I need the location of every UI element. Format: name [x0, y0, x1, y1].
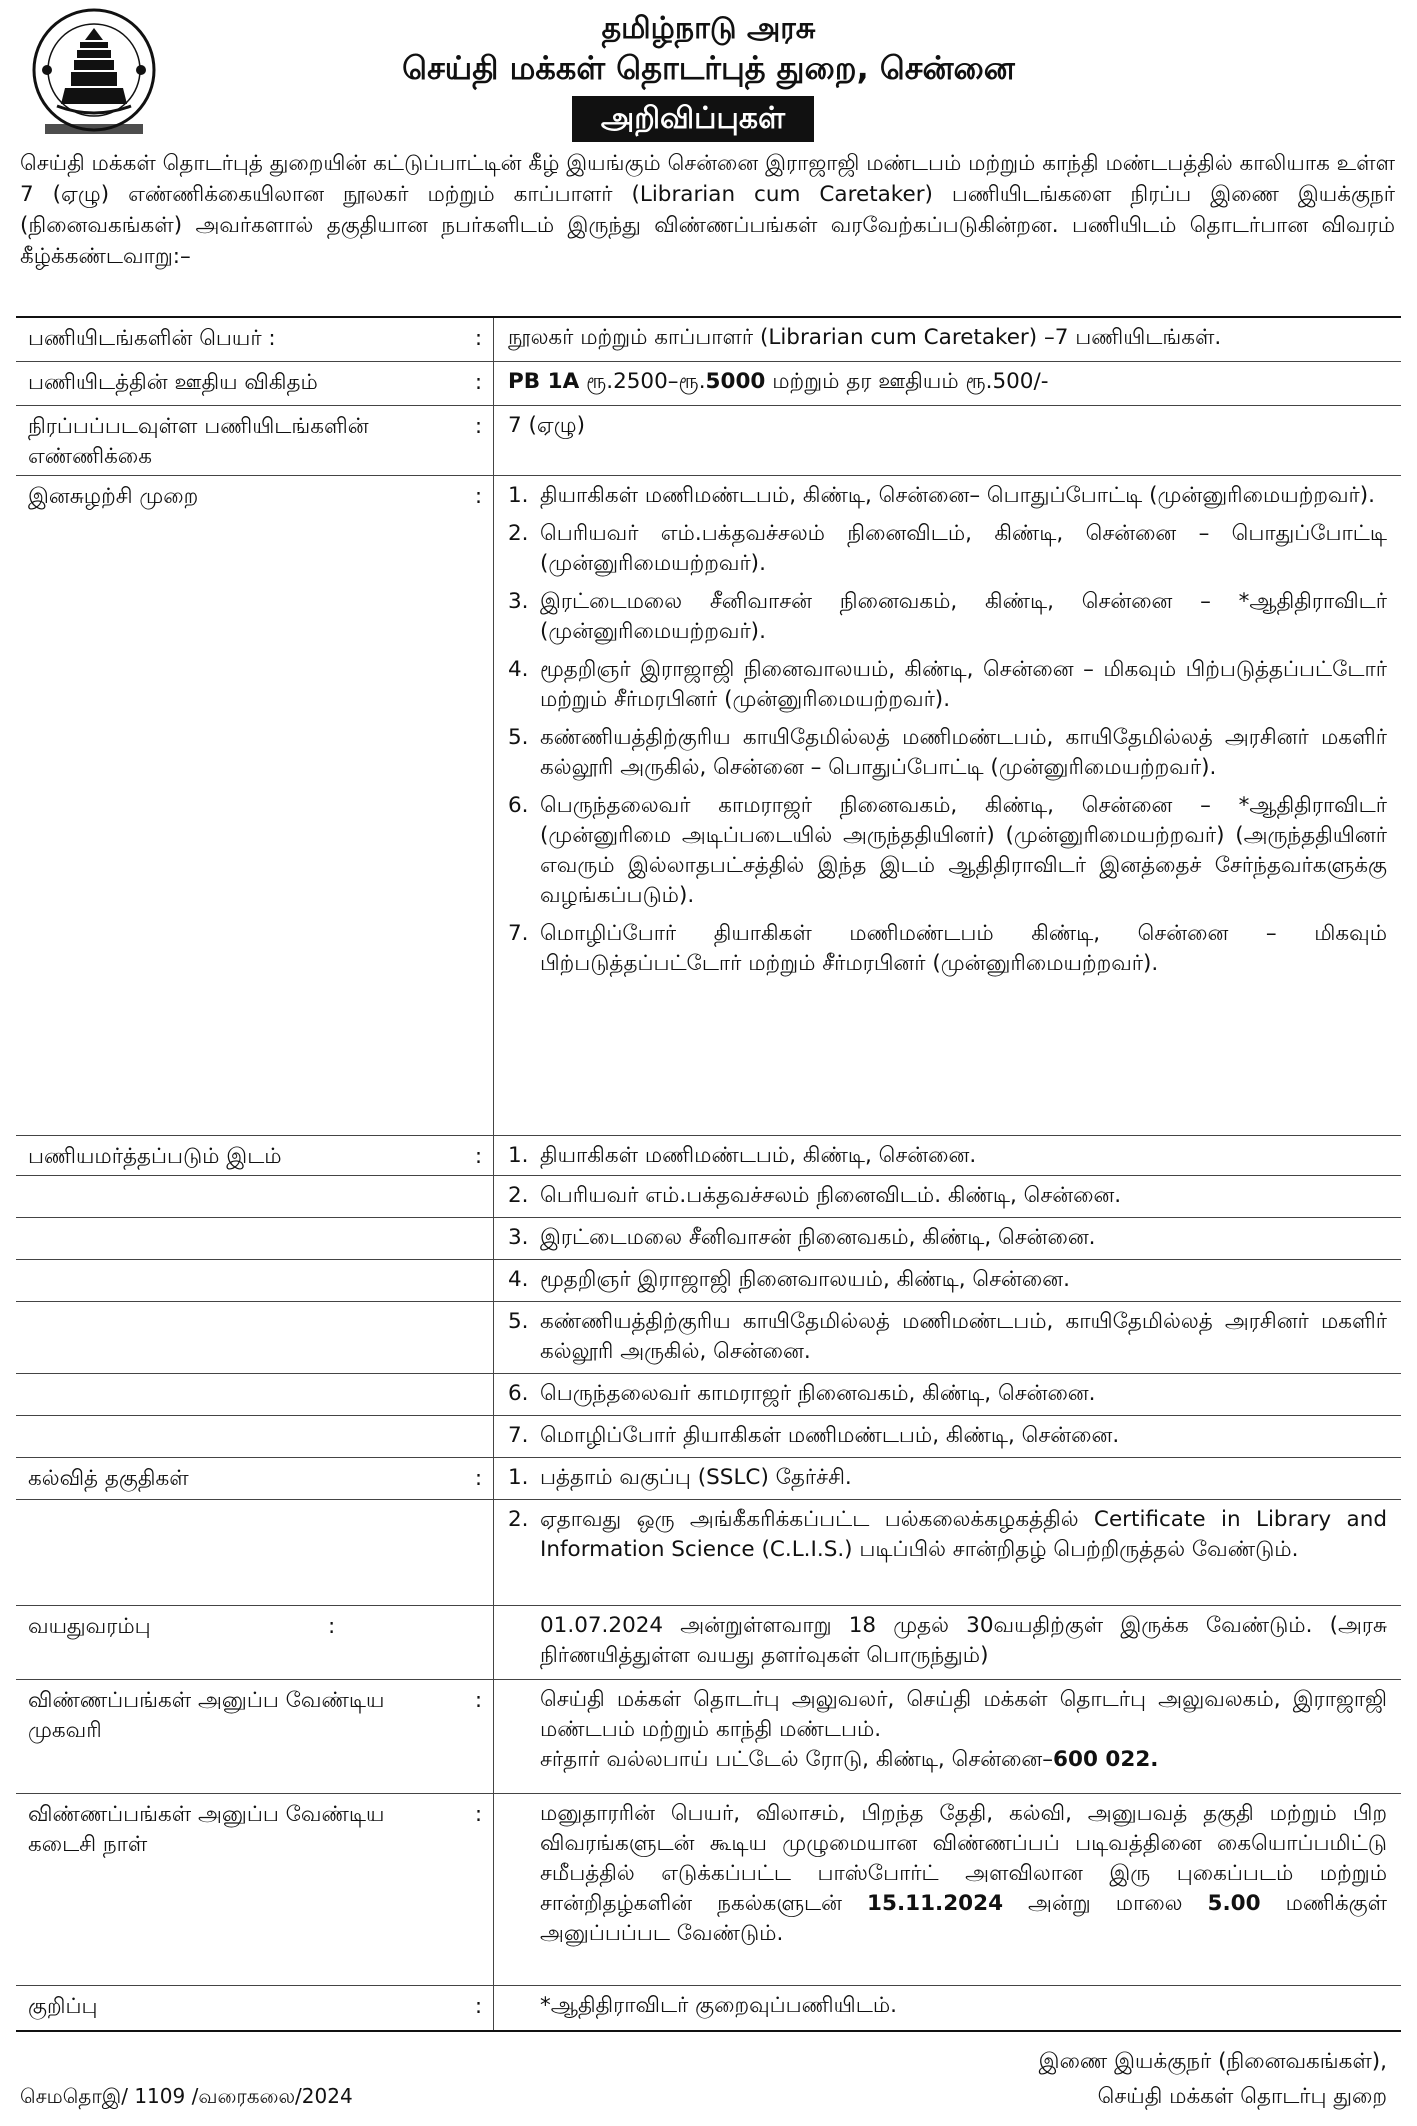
list-item	[494, 1374, 1401, 1415]
list-item	[494, 1218, 1401, 1259]
list-item	[494, 1136, 1401, 1175]
header	[12, 4, 1405, 146]
colon: :	[464, 362, 494, 405]
item-text: பெருந்தலைவர் காமராஜர் நினைவகம், கிண்டி, சென்னை – *ஆதிதிராவிடர் (முன்னுரிமை அடிப்படையில் அருந்ததியினர்) (முன்னுரிமையற்றவர்) (அருந்ததியினர் எவரும் இல்லாதபட்சத்தில் இந்த இடம் ஆதிதிராவிடர் இனத்தைச் சேர்ந்தவர்களுக்கு வழங்கப்படும்).	[540, 793, 1387, 908]
table-row	[16, 1374, 1401, 1416]
colon: :	[464, 1794, 494, 1985]
item-number: 2.	[508, 1507, 529, 1532]
last-date-label: விண்ணப்பங்கள் அனுப்ப வேண்டிய கடைசி நாள்	[28, 1802, 385, 1857]
item-text: இரட்டைமலை சீனிவாசன் நினைவகம், கிண்டி, சென்னை.	[540, 1225, 1096, 1250]
item-text: தியாகிகள் மணிமண்டபம், கிண்டி, சென்னை.	[540, 1143, 977, 1168]
pay-scale-label: பணியிடத்தின் ஊதிய விகிதம்	[28, 370, 318, 395]
rotation-label: இனசுழற்சி முறை	[28, 484, 199, 509]
address-label: விண்ணப்பங்கள் அனுப்ப வேண்டிய முகவரி	[28, 1688, 385, 1743]
colon: :	[464, 1680, 494, 1793]
item-text: கண்ணியத்திற்குரிய காயிதேமில்லத் மணிமண்டபம், காயிதேமில்லத் அரசினர் மகளிர் கல்லூரி அருகில், சென்னை – பொதுப்போட்டி (முன்னுரிமையற்றவர்).	[540, 725, 1387, 780]
item-text: மொழிப்போர் தியாகிகள் மணிமண்டபம், கிண்டி, சென்னை.	[540, 1423, 1120, 1448]
item-number: 3.	[508, 589, 529, 614]
vacancies-label: நிரப்பப்படவுள்ள பணியிடங்களின் எண்ணிக்கை	[28, 414, 369, 469]
table-row	[16, 1302, 1401, 1374]
colon: :	[464, 1458, 494, 1499]
item-text: மூதறிஞர் இராஜாஜி நினைவாலயம், கிண்டி, சென்னை.	[540, 1267, 1070, 1292]
item-number: 1.	[508, 483, 529, 508]
post-name-label: பணியிடங்களின் பெயர் :	[28, 326, 276, 351]
item-number: 1.	[508, 1465, 529, 1490]
item-text: தியாகிகள் மணிமண்டபம், கிண்டி, சென்னை– பொதுப்போட்டி (முன்னுரிமையற்றவர்).	[540, 483, 1375, 508]
post-name-value: நூலகர் மற்றும் காப்பாளர் (Librarian cum Caretaker) –7 பணியிடங்கள்.	[508, 325, 1222, 350]
notice-page	[12, 4, 1405, 2122]
vacancies-value: 7 (ஏழு)	[508, 413, 585, 438]
details-table	[16, 316, 1401, 2032]
item-number: 5.	[508, 1309, 529, 1334]
department-title: செய்தி மக்கள் தொடர்புத் துறை, சென்னை	[402, 49, 1015, 87]
pay-max: 5000	[705, 369, 766, 394]
last-date: 15.11.2024	[867, 1891, 1004, 1916]
note-value: *ஆதிதிராவிடர் குறைவுப்பணியிடம்.	[540, 1993, 897, 2018]
list-item	[494, 1416, 1401, 1457]
signatory-designation: இணை இயக்குநர் (நினைவகங்கள்),	[1038, 2049, 1387, 2074]
notice-title-badge: அறிவிப்புகள்	[572, 96, 814, 142]
table-row	[16, 476, 1401, 1136]
list-item	[494, 1176, 1401, 1217]
table-row	[16, 1416, 1401, 1458]
table-row	[16, 1458, 1401, 1500]
table-row	[16, 1260, 1401, 1302]
reference-number: செமதொஇ/ 1109 /வரைகலை/2024	[20, 2084, 353, 2108]
pincode: 600 022.	[1053, 1747, 1159, 1772]
item-number: 5.	[508, 725, 529, 750]
address-value	[494, 1680, 1401, 1793]
item-number: 7.	[508, 1423, 529, 1448]
list-item	[508, 587, 1387, 647]
table-row	[16, 1606, 1401, 1680]
table-row	[16, 1500, 1401, 1606]
item-text: பெரியவர் எம்.பக்தவச்சலம் நினைவிடம், கிண்டி, சென்னை – பொதுப்போட்டி (முன்னுரிமையற்றவர்).	[540, 521, 1387, 576]
colon: :	[464, 1986, 494, 2030]
colon: :	[464, 1136, 494, 1175]
pay-band: PB 1A	[508, 369, 580, 394]
grade-pay: மற்றும் தர ஊதியம் ரூ.500/-	[765, 369, 1049, 394]
item-number: 2.	[508, 521, 529, 546]
list-item	[494, 1458, 1401, 1499]
list-item	[508, 723, 1387, 783]
signatory-department: செய்தி மக்கள் தொடர்பு துறை	[1097, 2084, 1387, 2109]
signatory	[1039, 2044, 1387, 2114]
pay-sep: –ரூ.	[667, 369, 706, 394]
colon: :	[328, 1614, 336, 1639]
item-text: பெரியவர் எம்.பக்தவச்சலம் நினைவிடம். கிண்டி, சென்னை.	[540, 1183, 1122, 1208]
item-number: 4.	[508, 657, 529, 682]
table-row	[16, 1794, 1401, 1986]
address-line: செய்தி மக்கள் தொடர்பு அலுவலர், செய்தி மக்கள் தொடர்பு அலுவலகம், இராஜாஜி மண்டபம் மற்றும் காந்தி மண்டபம்.	[540, 1687, 1387, 1742]
age-limit-label: வயதுவரம்பு :	[16, 1606, 464, 1679]
item-text: ஏதாவது ஒரு அங்கீகரிக்கப்பட்ட பல்கலைக்கழகத்தில் Certificate in Library and Information Science (C.L.I.S.) படிப்பில் சான்றிதழ் பெற்றிருத்தல் வேண்டும்.	[540, 1507, 1387, 1562]
education-label: கல்வித் தகுதிகள்	[28, 1466, 189, 1491]
item-text: பெருந்தலைவர் காமராஜர் நினைவகம், கிண்டி, சென்னை.	[540, 1381, 1096, 1406]
colon: :	[464, 318, 494, 361]
last-date-value: மனுதாரரின் பெயர், விலாசம், பிறந்த தேதி, கல்வி, அனுபவத் தகுதி மற்றும் பிற விவரங்களுடன் கூடிய முழுமையான விண்ணப்பப் படிவத்தினை கையொப்பமிட்டு சமீபத்தில் எடுக்கப்பட்ட பாஸ்போர்ட் அளவிலான இரு புகைப்படம் மற்றும் சான்றிதழ்களின் நகல்களுடன் 15.11.2024 அன்று மாலை 5.00 மணிக்குள் அனுப்பப்பட வேண்டும்.	[540, 1801, 1387, 1946]
table-row	[16, 1176, 1401, 1218]
table-row	[16, 406, 1401, 476]
item-text: கண்ணியத்திற்குரிய காயிதேமில்லத் மணிமண்டபம், காயிதேமில்லத் அரசினர் மகளிர் கல்லூரி அருகில், சென்னை.	[540, 1309, 1387, 1364]
address-line: சர்தார் வல்லபாய் பட்டேல் ரோடு, கிண்டி, சென்னை–600 022.	[540, 1747, 1159, 1772]
item-number: 2.	[508, 1183, 529, 1208]
footer	[12, 2034, 1405, 2126]
colon: :	[464, 406, 494, 475]
table-row	[16, 318, 1401, 362]
colon: :	[464, 476, 494, 1135]
item-number: 3.	[508, 1225, 529, 1250]
government-title: தமிழ்நாடு அரசு	[601, 11, 816, 46]
item-number: 6.	[508, 1381, 529, 1406]
table-row	[16, 1136, 1401, 1176]
list-item	[508, 481, 1387, 511]
item-number: 6.	[508, 793, 529, 818]
table-row	[16, 1986, 1401, 2030]
pay-scale-value	[494, 362, 1401, 405]
item-text: மொழிப்போர் தியாகிகள் மணிமண்டபம் கிண்டி, சென்னை – மிகவும் பிற்படுத்தப்பட்டோர் மற்றும் சீர்மரபினர் (முன்னுரிமையற்றவர்).	[540, 921, 1387, 976]
table-row	[16, 1680, 1401, 1794]
list-item	[508, 655, 1387, 715]
table-row	[16, 1218, 1401, 1260]
age-limit-value: 01.07.2024 அன்றுள்ளவாறு 18 முதல் 30வயதிற்குள் இருக்க வேண்டும். (அரசு நிர்ணயித்துள்ள வயது தளர்வுகள் பொருந்தும்)	[540, 1613, 1387, 1668]
list-item	[494, 1302, 1401, 1373]
item-number: 1.	[508, 1143, 529, 1168]
item-text: இரட்டைமலை சீனிவாசன் நினைவகம், கிண்டி, சென்னை – *ஆதிதிராவிடர் (முன்னுரிமையற்றவர்).	[540, 589, 1387, 644]
pay-min: ரூ.2500	[586, 369, 668, 394]
last-time: 5.00	[1207, 1891, 1261, 1916]
item-number: 7.	[508, 921, 529, 946]
item-text: மூதறிஞர் இராஜாஜி நினைவாலயம், கிண்டி, சென்னை – மிகவும் பிற்படுத்தப்பட்டோர் மற்றும் சீர்மரபினர் (முன்னுரிமையற்றவர்).	[540, 657, 1387, 712]
list-item	[508, 519, 1387, 579]
list-item	[494, 1260, 1401, 1301]
rotation-list	[494, 476, 1401, 1135]
posting-place-label: பணியமர்த்தப்படும் இடம்	[28, 1144, 282, 1169]
list-item	[508, 791, 1387, 911]
item-number: 4.	[508, 1267, 529, 1292]
list-item	[508, 919, 1387, 979]
list-item	[494, 1500, 1401, 1605]
table-row	[16, 362, 1401, 406]
note-label: குறிப்பு	[28, 1994, 98, 2019]
item-text: பத்தாம் வகுப்பு (SSLC) தேர்ச்சி.	[540, 1465, 852, 1490]
intro-paragraph: செய்தி மக்கள் தொடர்புத் துறையின் கட்டுப்பாட்டின் கீழ் இயங்கும் சென்னை இராஜாஜி மண்டபம் மற்றும் காந்தி மண்டபத்தில் காலியாக உள்ள 7 (ஏழு) எண்ணிக்கையிலான நூலகர் மற்றும் காப்பாளர் (Librarian cum Caretaker) பணியிடங்களை நிரப்ப இணை இயக்குநர் (நினைவகங்கள்) அவர்களால் தகுதியான நபர்களிடம் இருந்து விண்ணப்பங்கள் வரவேற்கப்படுகின்றன. பணியிடம் தொடர்பான விவரம் கீழ்க்கண்டவாறு:–	[20, 151, 1395, 269]
